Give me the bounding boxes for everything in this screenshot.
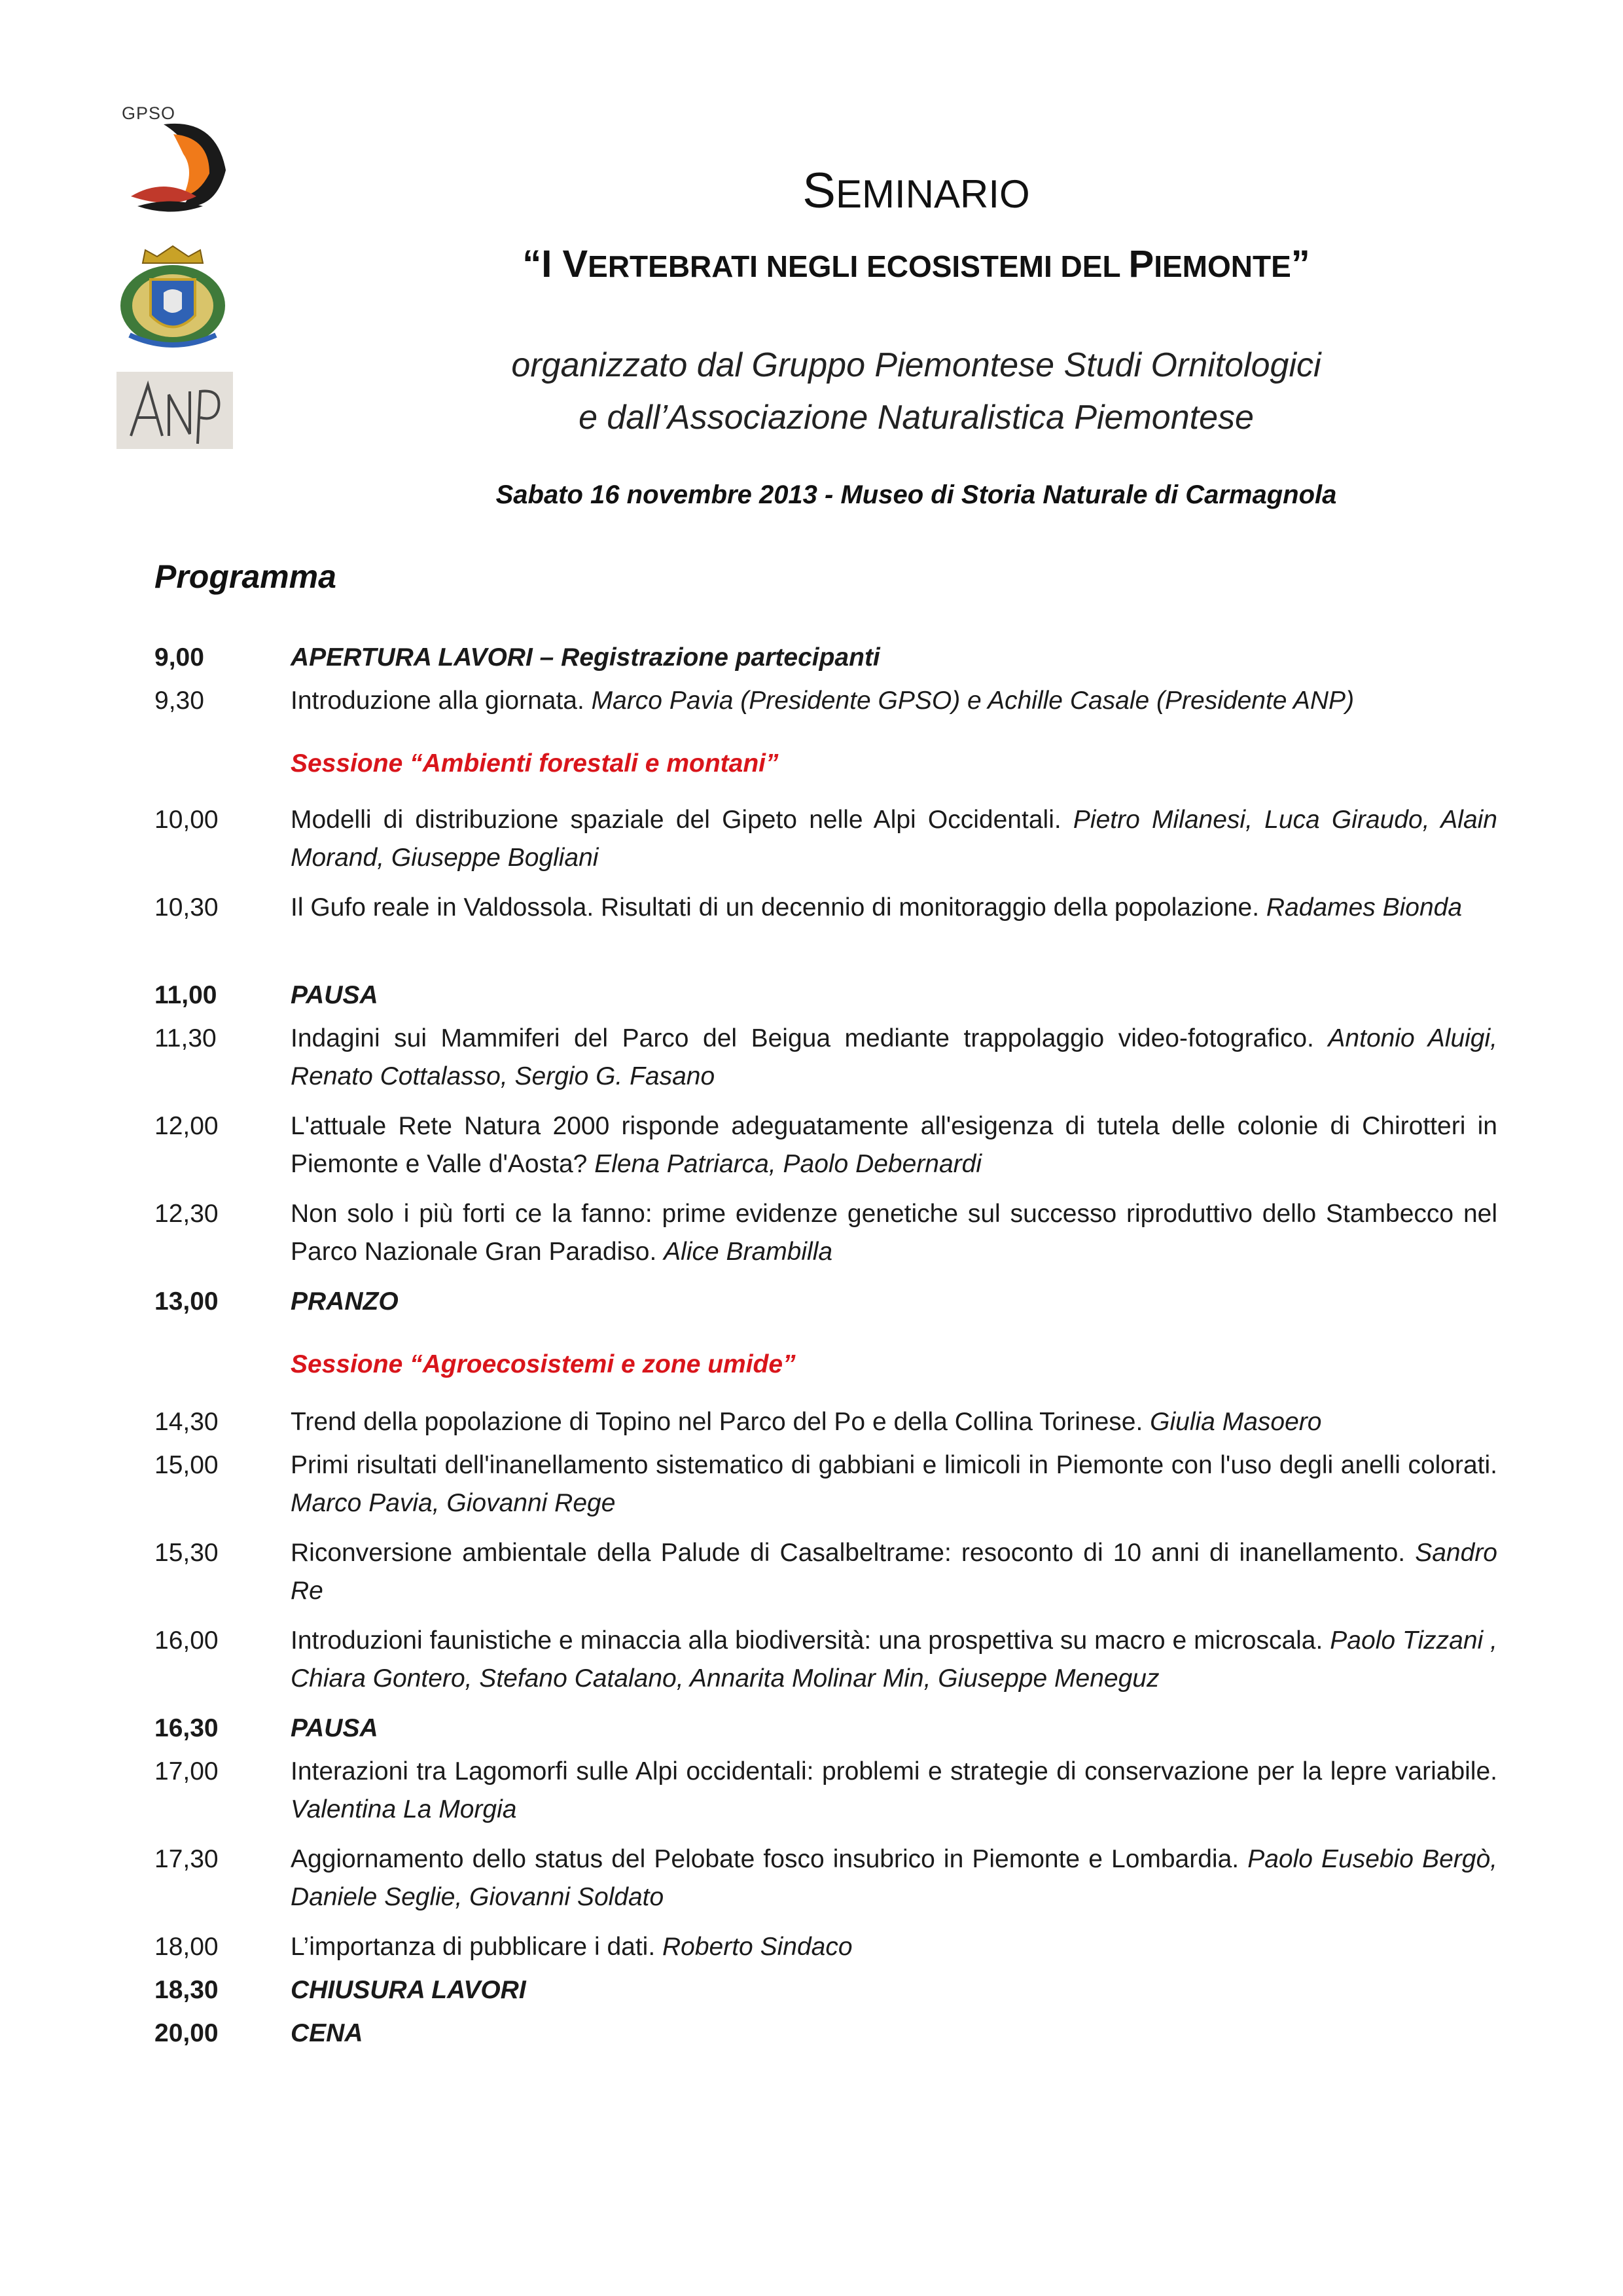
talk-authors: Paolo Eusebio Bergò, Daniele Seglie, Giovanni Soldato: [291, 1845, 1497, 1911]
schedule-description: [291, 977, 1497, 1014]
organizer-line-1: organizzato dal Gruppo Piemontese Studi Ornitologici: [511, 346, 1321, 384]
schedule-description: [291, 1928, 1497, 1966]
schedule-description: [291, 639, 1497, 677]
schedule-description: [291, 1753, 1497, 1829]
schedule-description: [291, 1710, 1497, 1748]
session-heading: Sessione “Agroecosistemi e zone umide”: [291, 1350, 796, 1378]
talk-authors: Roberto Sindaco: [662, 1933, 853, 1961]
schedule-description: [291, 1107, 1497, 1183]
talk-title: Indagini sui Mammiferi del Parco del Beigua mediante trappolaggio video-fotografico.: [291, 1024, 1329, 1052]
talk-title: Aggiornamento dello status del Pelobate fosco insubrico in Piemonte e Lombardia.: [291, 1845, 1248, 1873]
schedule-time: 14,30: [154, 1408, 219, 1436]
talk-title: CHIUSURA LAVORI: [291, 1976, 526, 2004]
seminar-title-part: ERTEBRATI NEGLI ECOSISTEMI DEL: [588, 249, 1129, 283]
schedule-time: 11,00: [154, 981, 217, 1009]
talk-title: Introduzioni faunistiche e minaccia alla biodiversità: una prospettiva su macro e microscala.: [291, 1626, 1330, 1655]
schedule-time: 11,30: [154, 1024, 217, 1052]
schedule-time: 18,30: [154, 1976, 219, 2004]
talk-authors: Marco Pavia (Presidente GPSO) e Achille Casale (Presidente ANP): [591, 687, 1355, 715]
schedule-time: 16,30: [154, 1714, 219, 1742]
schedule-description: [291, 1283, 1497, 1321]
schedule-time: 17,00: [154, 1757, 219, 1785]
talk-title: Trend della popolazione di Topino nel Parco del Po e della Collina Torinese.: [291, 1408, 1150, 1436]
gpso-logo: [118, 98, 236, 223]
talk-title: PRANZO: [291, 1287, 399, 1316]
schedule-description: [291, 1971, 1497, 2009]
talk-authors: Marco Pavia, Giovanni Rege: [291, 1489, 616, 1517]
seminar-title-part: ”: [1291, 243, 1310, 285]
anp-logo-mark: [116, 372, 233, 449]
schedule-time: 15,30: [154, 1539, 219, 1567]
coat-of-arms-icon: [116, 243, 229, 351]
schedule-description: [291, 1403, 1497, 1441]
schedule-time: 12,00: [154, 1112, 219, 1140]
talk-title: CENA: [291, 2019, 363, 2047]
schedule-time: 10,00: [154, 806, 219, 834]
seminar-label: SEMINARIO: [802, 163, 1030, 219]
talk-title: L'attuale Rete Natura 2000 risponde adeguatamente all'esigenza di tutela delle colonie di Chirotteri in Piemonte e Valle d'Aosta?: [291, 1112, 1497, 1178]
crest-logo: [116, 243, 229, 351]
talk-title: Interazioni tra Lagomorfi sulle Alpi occidentali: problemi e strategie di conservazione per la lepre variabile.: [291, 1757, 1497, 1785]
talk-title: Primi risultati dell'inanellamento sistematico di gabbiani e limicoli in Piemonte con l'uso degli anelli colorati.: [291, 1451, 1497, 1479]
organizer-line-2: e dall’Associazione Naturalistica Piemontese: [579, 399, 1254, 437]
schedule-description: [291, 801, 1497, 877]
talk-authors: Radames Bionda: [1266, 893, 1463, 922]
seminar-title: [314, 242, 1518, 286]
talk-title: PAUSA: [291, 981, 378, 1009]
schedule-time: 15,00: [154, 1451, 219, 1479]
talk-authors: Giulia Masoero: [1150, 1408, 1322, 1436]
talk-title: Non solo i più forti ce la fanno: prime evidenze genetiche sul successo riproduttivo dello Stambecco nel Parco Nazionale Gran Paradiso.: [291, 1200, 1497, 1266]
date-venue-line: Sabato 16 novembre 2013 - Museo di Storia Naturale di Carmagnola: [495, 480, 1337, 509]
schedule-description: [291, 1840, 1497, 1916]
talk-authors: Pietro Milanesi, Luca Giraudo, Alain Morand, Giuseppe Bogliani: [291, 806, 1497, 872]
schedule-time: 16,00: [154, 1626, 219, 1655]
talk-title: PAUSA: [291, 1714, 378, 1742]
talk-title: Modelli di distribuzione spaziale del Gipeto nelle Alpi Occidentali.: [291, 806, 1073, 834]
seminar-title-part: “I: [522, 243, 563, 285]
seminar-title-part: P: [1128, 243, 1154, 285]
schedule-description: [291, 1622, 1497, 1698]
talk-authors: Valentina La Morgia: [291, 1795, 517, 1823]
talk-title: APERTURA LAVORI – Registrazione partecipanti: [291, 643, 880, 672]
seminar-title-part: V: [562, 243, 588, 285]
schedule-description: [291, 1195, 1497, 1271]
talk-authors: Paolo Tizzani , Chiara Gontero, Stefano Catalano, Annarita Molinar Min, Giuseppe Meneguz: [291, 1626, 1497, 1693]
talk-title: Il Gufo reale in Valdossola. Risultati di un decennio di monitoraggio della popolazione.: [291, 893, 1266, 922]
schedule-time: 9,30: [154, 687, 204, 715]
schedule-time: 17,30: [154, 1845, 219, 1873]
schedule-description: [291, 889, 1497, 927]
schedule-time: 12,30: [154, 1200, 219, 1228]
seminar-title-part: IEMONTE: [1154, 249, 1291, 283]
talk-authors: Antonio Aluigi, Renato Cottalasso, Sergio G. Fasano: [291, 1024, 1497, 1090]
gpso-logo-text: GPSO: [122, 103, 176, 123]
schedule-description: [291, 1446, 1497, 1522]
gpso-bird-icon: [118, 98, 236, 223]
program-heading: Programma: [154, 558, 336, 595]
talk-authors: Elena Patriarca, Paolo Debernardi: [594, 1150, 982, 1178]
session-heading: Sessione “Ambienti forestali e montani”: [291, 749, 779, 778]
schedule-time: 20,00: [154, 2019, 219, 2047]
talk-title: Riconversione ambientale della Palude di Casalbeltrame: resoconto di 10 anni di inanellamento.: [291, 1539, 1416, 1567]
schedule-description: [291, 2015, 1497, 2053]
talk-title: Introduzione alla giornata.: [291, 687, 592, 715]
schedule-description: [291, 1020, 1497, 1096]
schedule-time: 10,30: [154, 893, 219, 922]
schedule-time: 9,00: [154, 643, 204, 672]
schedule-description: [291, 1534, 1497, 1610]
talk-authors: Alice Brambilla: [664, 1238, 833, 1266]
schedule-description: [291, 682, 1497, 720]
schedule-time: 13,00: [154, 1287, 219, 1316]
talk-title: L’importanza di pubblicare i dati.: [291, 1933, 662, 1961]
anp-logo: [116, 372, 233, 449]
talk-authors: Sandro Re: [291, 1539, 1497, 1605]
schedule-time: 18,00: [154, 1933, 219, 1961]
